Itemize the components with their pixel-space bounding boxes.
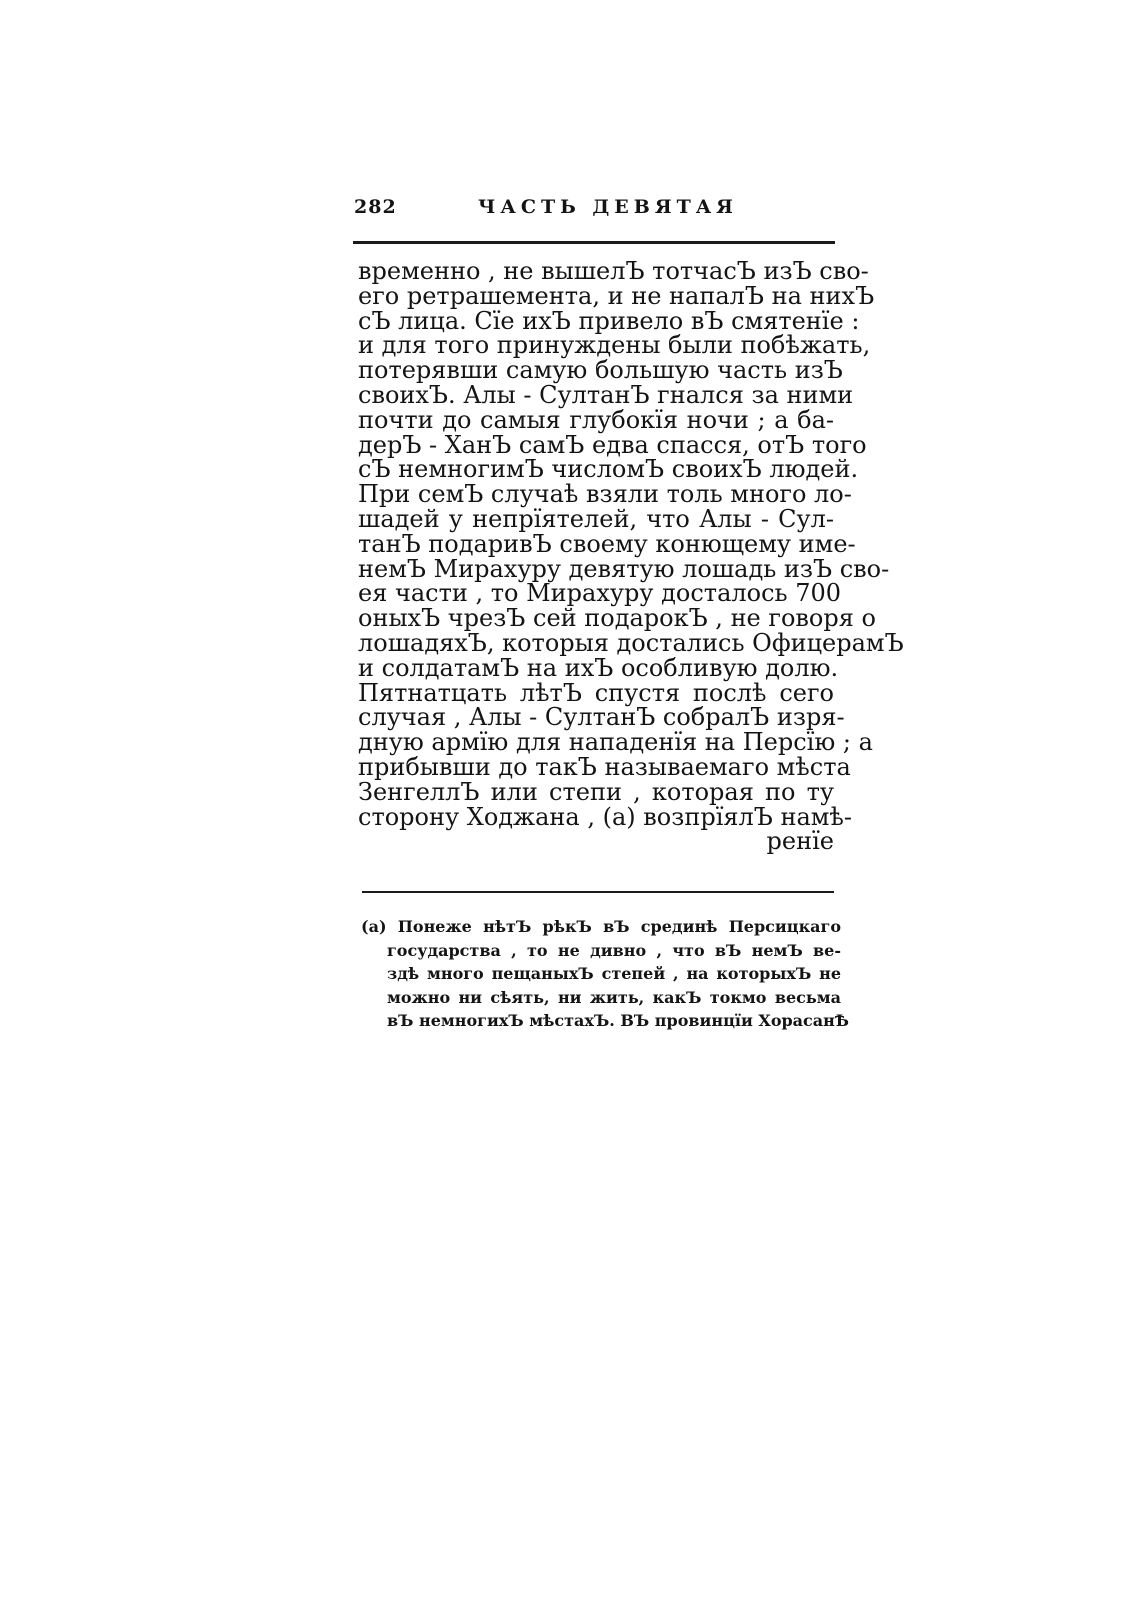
text-line: сЪ лица. Сїе ихЪ привело вЪ смятенїе :: [358, 306, 860, 335]
footnote-line: здѣ много пещаныхЪ степей , на которыхЪ не: [387, 964, 841, 983]
footnote-line: вЪ немногихЪ мѣстахЪ. ВЪ провинцїи ХорасанѢ: [387, 1011, 849, 1030]
header-rule: [353, 241, 835, 244]
text-line: и для того принуждены были побѣжать,: [358, 331, 871, 360]
text-line: При семЪ случаѣ взяли толь много ло-: [358, 480, 852, 509]
page-number: 282: [354, 196, 397, 218]
text-line: сторону Ходжана , (а) возпрїялЪ намѣ-: [358, 802, 853, 831]
text-line: сЪ немногимЪ числомЪ своихЪ людей.: [358, 455, 859, 484]
footnote: [361, 915, 849, 1033]
text-line: Пятнатцать лѣтЪ спустя послѣ сего: [358, 678, 834, 707]
text-line: дную армїю для нападенїя на Персїю ; а: [358, 728, 873, 757]
text-line: дерЪ - ХанЪ самЪ едва спасся, отЪ того: [358, 430, 867, 459]
text-line: немЪ Мирахуру девятую лошадь изЪ сво-: [358, 554, 890, 583]
footnote-line: государства , то не дивно , что вЪ немЪ ве-: [387, 940, 841, 960]
text-line: лошадяхЪ, которыя достались ОфицерамЪ: [358, 628, 904, 657]
main-text: [358, 257, 904, 856]
text-line: и солдатамЪ на ихЪ особливую долю.: [358, 653, 839, 682]
footnote-rule: [362, 891, 834, 893]
running-head: ЧАСТЬ ДЕВЯТАЯ: [478, 196, 738, 218]
text-line: оныхЪ чрезЪ сей подарокЪ , не говоря о: [358, 604, 876, 633]
text-line: временно , не вышелЪ тотчасЪ изЪ сво-: [358, 257, 869, 285]
page-header: [354, 196, 834, 226]
text-line: почти до самыя глубокїя ночи ; а ба-: [358, 405, 834, 434]
text-line: шадей у непрїятелей, что Алы - Сул-: [358, 504, 834, 533]
text-line: танЪ подаривЪ своему конющему име-: [358, 529, 856, 558]
catchword: ренїе: [766, 827, 834, 856]
footnote-line: можно ни сѣять, ни жить, какЪ токмо весьма: [387, 987, 841, 1007]
footnote-line: (а) Понеже нѣтЪ рѣкЪ вЪ срединѣ Персицкаго: [361, 917, 841, 936]
text-line: прибывши до такЪ называемаго мѣста: [358, 752, 851, 781]
text-line: случая , Алы - СултанЪ собралЪ изря-: [358, 703, 845, 732]
text-line: ЗенгеллЪ или степи , которая по ту: [358, 777, 834, 806]
text-line: потерявши самую большую часть изЪ: [358, 356, 843, 385]
text-line: его ретрашемента, и не напалЪ на нихЪ: [358, 281, 875, 310]
text-line: ея части , то Мирахуру досталось 700: [358, 579, 842, 608]
text-line: своихЪ. Алы - СултанЪ гнался за ними: [358, 380, 854, 409]
